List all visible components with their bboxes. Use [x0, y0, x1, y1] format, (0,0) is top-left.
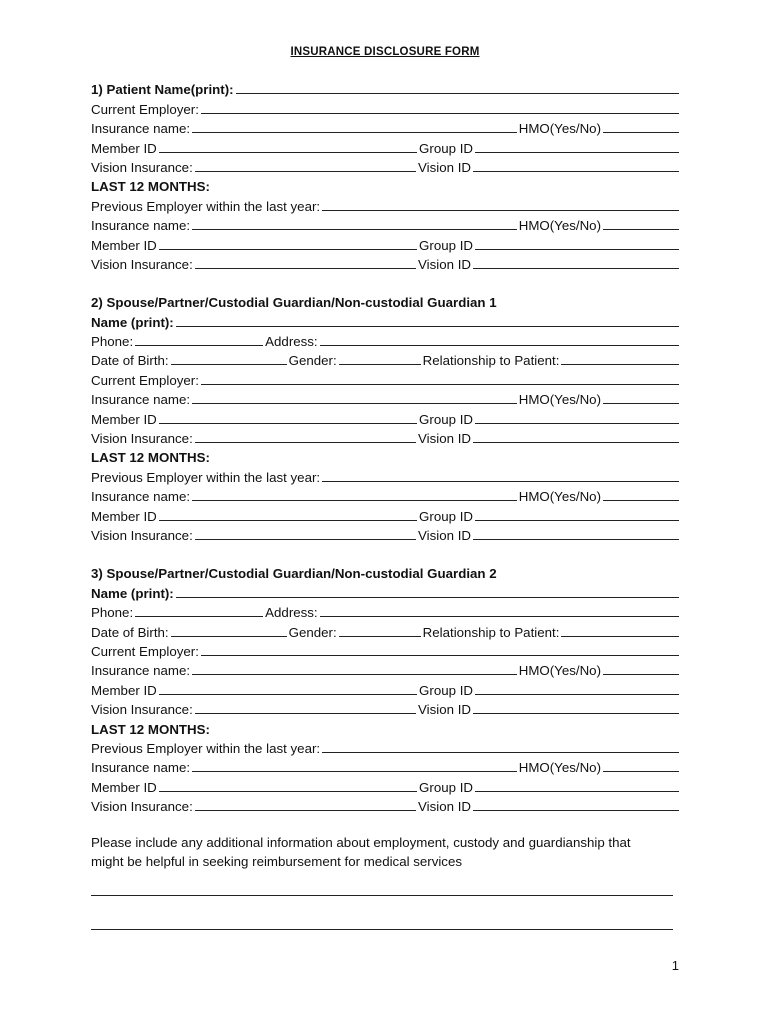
guardian2-heading: 3) Spouse/Partner/Custodial Guardian/Non-custodial Guardian 2	[91, 566, 497, 582]
group-id-label: Group ID	[419, 411, 473, 427]
prev-employer-label: Previous Employer within the last year:	[91, 198, 321, 214]
name-print-label: Name (print):	[91, 585, 174, 601]
hmo-field[interactable]	[603, 119, 679, 133]
relationship-label: Relationship to Patient:	[422, 624, 560, 640]
member-id-field[interactable]	[159, 778, 417, 792]
g2-prev-insurance-row	[91, 756, 681, 775]
vision-row	[91, 156, 681, 175]
address-field[interactable]	[320, 603, 679, 617]
current-employer-field[interactable]	[201, 100, 679, 114]
member-id-field[interactable]	[159, 507, 417, 521]
member-id-field[interactable]	[159, 681, 417, 695]
insurance-name-label: Insurance name:	[91, 489, 191, 505]
last-12-months-heading: LAST 12 MONTHS:	[91, 721, 210, 737]
vision-insurance-field[interactable]	[195, 797, 416, 811]
current-employer-row	[91, 97, 681, 116]
hmo-label: HMO(Yes/No)	[518, 760, 601, 776]
hmo-field[interactable]	[603, 216, 679, 230]
group-id-field[interactable]	[475, 410, 679, 424]
vision-insurance-field[interactable]	[195, 429, 416, 443]
vision-id-label: Vision ID	[418, 159, 471, 175]
vision-insurance-field[interactable]	[195, 700, 416, 714]
group-id-label: Group ID	[419, 237, 473, 253]
g2-prev-employer-row	[91, 737, 681, 756]
dob-label: Date of Birth:	[91, 624, 169, 640]
vision-insurance-label: Vision Insurance:	[91, 799, 193, 815]
last-12-months-heading: LAST 12 MONTHS:	[91, 179, 210, 195]
vision-insurance-label: Vision Insurance:	[91, 256, 193, 272]
member-id-field[interactable]	[159, 139, 417, 153]
current-employer-field[interactable]	[201, 642, 679, 656]
g2-name-row	[91, 581, 681, 600]
patient-name-label: 1) Patient Name(print):	[91, 82, 234, 98]
hmo-label: HMO(Yes/No)	[518, 663, 601, 679]
name-print-field[interactable]	[176, 584, 679, 598]
vision-id-field[interactable]	[473, 429, 679, 443]
g1-prev-employer-row	[91, 465, 681, 484]
dob-field[interactable]	[171, 623, 287, 637]
vision-insurance-label: Vision Insurance:	[91, 159, 193, 175]
member-id-label: Member ID	[91, 682, 157, 698]
insurance-name-field[interactable]	[192, 758, 517, 772]
prev-employer-field[interactable]	[322, 468, 679, 482]
hmo-label: HMO(Yes/No)	[518, 218, 601, 234]
g2-insurance-name-row	[91, 659, 681, 678]
group-id-label: Group ID	[419, 140, 473, 156]
insurance-name-field[interactable]	[192, 119, 517, 133]
dob-label: Date of Birth:	[91, 353, 169, 369]
g2-vision-row	[91, 698, 681, 717]
group-id-field[interactable]	[475, 139, 679, 153]
relationship-label: Relationship to Patient:	[422, 353, 560, 369]
insurance-name-label: Insurance name:	[91, 121, 191, 137]
gender-field[interactable]	[339, 351, 421, 365]
name-print-field[interactable]	[176, 313, 679, 327]
g1-phone-row	[91, 330, 681, 349]
page-number: 1	[671, 958, 679, 973]
name-print-label: Name (print):	[91, 314, 174, 330]
g1-vision-row	[91, 427, 681, 446]
group-id-label: Group ID	[419, 682, 473, 698]
member-id-label: Member ID	[91, 411, 157, 427]
prev-member-group-row	[91, 233, 681, 252]
member-group-row	[91, 136, 681, 155]
phone-field[interactable]	[135, 603, 263, 617]
insurance-name-field[interactable]	[192, 390, 517, 404]
prev-employer-field[interactable]	[322, 197, 679, 211]
g2-member-group-row	[91, 678, 681, 697]
insurance-name-label: Insurance name:	[91, 663, 191, 679]
group-id-field[interactable]	[475, 236, 679, 250]
g2-prev-vision-row	[91, 795, 681, 814]
gender-label: Gender:	[288, 353, 337, 369]
vision-insurance-field[interactable]	[195, 255, 416, 269]
gender-label: Gender:	[288, 624, 337, 640]
hmo-field[interactable]	[603, 487, 679, 501]
vision-insurance-field[interactable]	[195, 158, 416, 172]
vision-id-field[interactable]	[473, 526, 679, 540]
vision-id-field[interactable]	[473, 797, 679, 811]
additional-info-text	[91, 833, 681, 872]
patient-name-field[interactable]	[236, 80, 679, 94]
member-id-label: Member ID	[91, 237, 157, 253]
hmo-field[interactable]	[603, 390, 679, 404]
vision-id-field[interactable]	[473, 255, 679, 269]
vision-id-field[interactable]	[473, 158, 679, 172]
hmo-field[interactable]	[603, 758, 679, 772]
group-id-label: Group ID	[419, 508, 473, 524]
patient-name-row	[91, 78, 681, 97]
address-label: Address:	[265, 605, 318, 621]
current-employer-label: Current Employer:	[91, 101, 199, 117]
vision-id-label: Vision ID	[418, 702, 471, 718]
vision-id-label: Vision ID	[418, 256, 471, 272]
form-page	[91, 46, 681, 930]
relationship-field[interactable]	[561, 351, 679, 365]
member-id-label: Member ID	[91, 779, 157, 795]
additional-info-line1: Please include any additional information about employment, custody and guardianship that	[91, 835, 631, 851]
phone-label: Phone:	[91, 334, 134, 350]
address-field[interactable]	[320, 332, 679, 346]
prev-employer-label: Previous Employer within the last year:	[91, 740, 321, 756]
current-employer-label: Current Employer:	[91, 372, 199, 388]
hmo-field[interactable]	[603, 661, 679, 675]
insurance-name-field[interactable]	[192, 216, 517, 230]
last-12-months-heading: LAST 12 MONTHS:	[91, 450, 210, 466]
vision-id-label: Vision ID	[418, 431, 471, 447]
prev-vision-row	[91, 253, 681, 272]
additional-info-field-2[interactable]	[91, 928, 673, 930]
g2-phone-row	[91, 601, 681, 620]
group-id-field[interactable]	[475, 778, 679, 792]
current-employer-label: Current Employer:	[91, 643, 199, 659]
prev-employer-field[interactable]	[322, 739, 679, 753]
hmo-label: HMO(Yes/No)	[518, 489, 601, 505]
insurance-name-field[interactable]	[192, 487, 517, 501]
hmo-label: HMO(Yes/No)	[518, 392, 601, 408]
prev-insurance-name-row	[91, 214, 681, 233]
g1-insurance-name-row	[91, 388, 681, 407]
vision-id-field[interactable]	[473, 700, 679, 714]
g1-current-employer-row	[91, 368, 681, 387]
form-title: INSURANCE DISCLOSURE FORM	[290, 46, 480, 58]
group-id-field[interactable]	[475, 681, 679, 695]
g2-prev-member-group-row	[91, 775, 681, 794]
g2-dob-row	[91, 620, 681, 639]
vision-insurance-label: Vision Insurance:	[91, 527, 193, 543]
member-id-label: Member ID	[91, 508, 157, 524]
g1-dob-row	[91, 349, 681, 368]
guardian1-heading: 2) Spouse/Partner/Custodial Guardian/Non-custodial Guardian 1	[91, 295, 497, 311]
insurance-name-label: Insurance name:	[91, 760, 191, 776]
phone-field[interactable]	[135, 332, 263, 346]
group-id-field[interactable]	[475, 507, 679, 521]
member-id-field[interactable]	[159, 236, 417, 250]
gender-field[interactable]	[339, 623, 421, 637]
vision-id-label: Vision ID	[418, 527, 471, 543]
prev-employer-label: Previous Employer within the last year:	[91, 469, 321, 485]
insurance-name-label: Insurance name:	[91, 392, 191, 408]
g1-prev-member-group-row	[91, 504, 681, 523]
address-label: Address:	[265, 334, 318, 350]
member-id-field[interactable]	[159, 410, 417, 424]
vision-id-label: Vision ID	[418, 799, 471, 815]
dob-field[interactable]	[171, 351, 287, 365]
insurance-name-row	[91, 117, 681, 136]
member-id-label: Member ID	[91, 140, 157, 156]
g1-name-row	[91, 310, 681, 329]
phone-label: Phone:	[91, 605, 134, 621]
additional-info-line2: might be helpful in seeking reimbursement for medical services	[91, 854, 463, 870]
vision-insurance-field[interactable]	[195, 526, 416, 540]
prev-employer-row	[91, 194, 681, 213]
g1-prev-vision-row	[91, 524, 681, 543]
g1-member-group-row	[91, 407, 681, 426]
relationship-field[interactable]	[561, 623, 679, 637]
group-id-label: Group ID	[419, 779, 473, 795]
g1-prev-insurance-row	[91, 485, 681, 504]
vision-insurance-label: Vision Insurance:	[91, 702, 193, 718]
insurance-name-label: Insurance name:	[91, 218, 191, 234]
insurance-name-field[interactable]	[192, 661, 517, 675]
hmo-label: HMO(Yes/No)	[518, 121, 601, 137]
vision-insurance-label: Vision Insurance:	[91, 431, 193, 447]
g2-current-employer-row	[91, 640, 681, 659]
current-employer-field[interactable]	[201, 371, 679, 385]
